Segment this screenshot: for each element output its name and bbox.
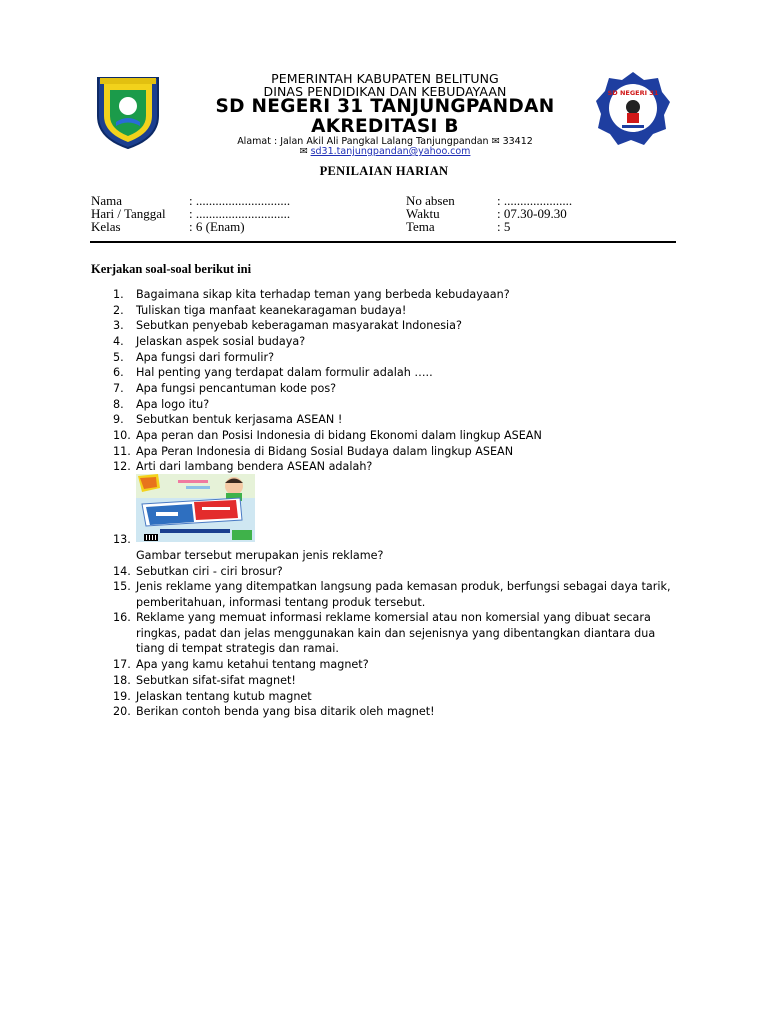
question-text: Apa peran dan Posisi Indonesia di bidang Ekonomi dalam lingkup ASEAN [136,429,542,442]
question-text: Apa fungsi pencantuman kode pos? [136,382,337,395]
question-text: Apa logo itu? [136,398,210,411]
nama-label: Nama [91,193,123,208]
question-number: 12. [113,460,131,473]
question-text: Tuliskan tiga manfaat keanekaragaman budaya! [136,304,407,317]
tema-value: : 5 [497,219,511,234]
question-text: Bagaimana sikap kita terhadap teman yang berbeda kebudayaan? [136,288,510,301]
question-text: Gambar tersebut merupakan jenis reklame? [136,549,384,562]
kelas-value: : 6 (Enam) [189,219,245,234]
question-number: 11. [113,445,131,458]
tema-label: Tema [406,219,435,234]
question-text: Arti dari lambang bendera ASEAN adalah? [136,460,373,473]
toothpaste-advertisement-image [136,474,255,542]
question-number: 10. [113,429,131,442]
question-number: 1. [113,288,124,301]
question-number: 18. [113,674,131,687]
question-number: 9. [113,413,124,426]
question-text: Apa yang kamu ketahui tentang magnet? [136,658,369,671]
question-number: 6. [113,366,124,379]
waktu-value: : 07.30-09.30 [497,206,567,221]
school-email-link[interactable]: sd31.tanjungpandan@yahoo.com [310,146,471,157]
instruction-heading: Kerjakan soal-soal berikut ini [91,262,252,276]
question-text: Jelaskan aspek sosial budaya? [136,335,306,348]
department-name: DINAS PENDIDIKAN DAN KEBUDAYAAN [263,84,507,99]
belitung-crest-icon [94,72,162,150]
question-text: Sebutkan sifat-sifat magnet! [136,674,296,687]
header-divider [90,241,676,243]
question-number: 13. [113,533,131,546]
badge-text: SD NEGERI 31 [607,89,659,97]
question-text: Sebutkan bentuk kerjasama ASEAN ! [136,413,343,426]
question-number: 15. [113,580,131,593]
school-name: SD NEGERI 31 TANJUNGPANDAN [215,96,555,117]
school-badge-icon [594,70,672,148]
kelas-label: Kelas [91,219,121,234]
question-number: 20. [113,705,131,718]
question-number: 14. [113,565,131,578]
no-absen-label: No absen [406,193,455,208]
question-text: Berikan contoh benda yang bisa ditarik oleh magnet! [136,705,435,718]
question-text: Reklame yang memuat informasi reklame komersial atau non komersial yang dibuat secara ringkas, padat dan jelas menggunakan kain dan sejenisnya yang dibentangkan diantara dua tiang di tempat strategis dan ramai. [136,611,656,656]
page-title: PENILAIAN HARIAN [319,164,449,178]
question-text: Apa Peran Indonesia di Bidang Sosial Budaya dalam lingkup ASEAN [136,445,514,458]
question-number: 8. [113,398,124,411]
no-absen-field[interactable]: : ..................... [497,193,573,208]
question-text: Sebutkan ciri - ciri brosur? [136,565,283,578]
question-number: 17. [113,658,131,671]
nama-field[interactable]: : ............................. [189,193,291,208]
mail-icon: ✉ [299,146,308,157]
accreditation: AKREDITASI B [311,116,459,137]
question-text: Jenis reklame yang ditempatkan langsung pada kemasan produk, berfungsi sebagai daya tarik, pemberitahuan, informasi tentang produk tersebut. [136,580,671,609]
question-number: 19. [113,690,131,703]
hari-tanggal-label: Hari / Tanggal [91,206,166,221]
question-text: Apa fungsi dari formulir? [136,351,275,364]
question-number: 5. [113,351,124,364]
waktu-label: Waktu [406,206,440,221]
question-number: 4. [113,335,124,348]
question-number: 3. [113,319,124,332]
question-number: 2. [113,304,124,317]
question-number: 16. [113,611,131,624]
question-text: Hal penting yang terdapat dalam formulir adalah ….. [136,366,433,379]
government-name: PEMERINTAH KABUPATEN BELITUNG [271,71,499,86]
question-text: Sebutkan penyebab keberagaman masyarakat Indonesia? [136,319,462,332]
hari-tanggal-field[interactable]: : ............................. [189,206,291,221]
school-email-line [180,146,590,157]
question-text: Jelaskan tentang kutub magnet [136,690,312,703]
school-address: Alamat : Jalan Akil Ali Pangkal Lalang Tanjungpandan ✉ 33412 [237,136,533,147]
question-number: 7. [113,382,124,395]
